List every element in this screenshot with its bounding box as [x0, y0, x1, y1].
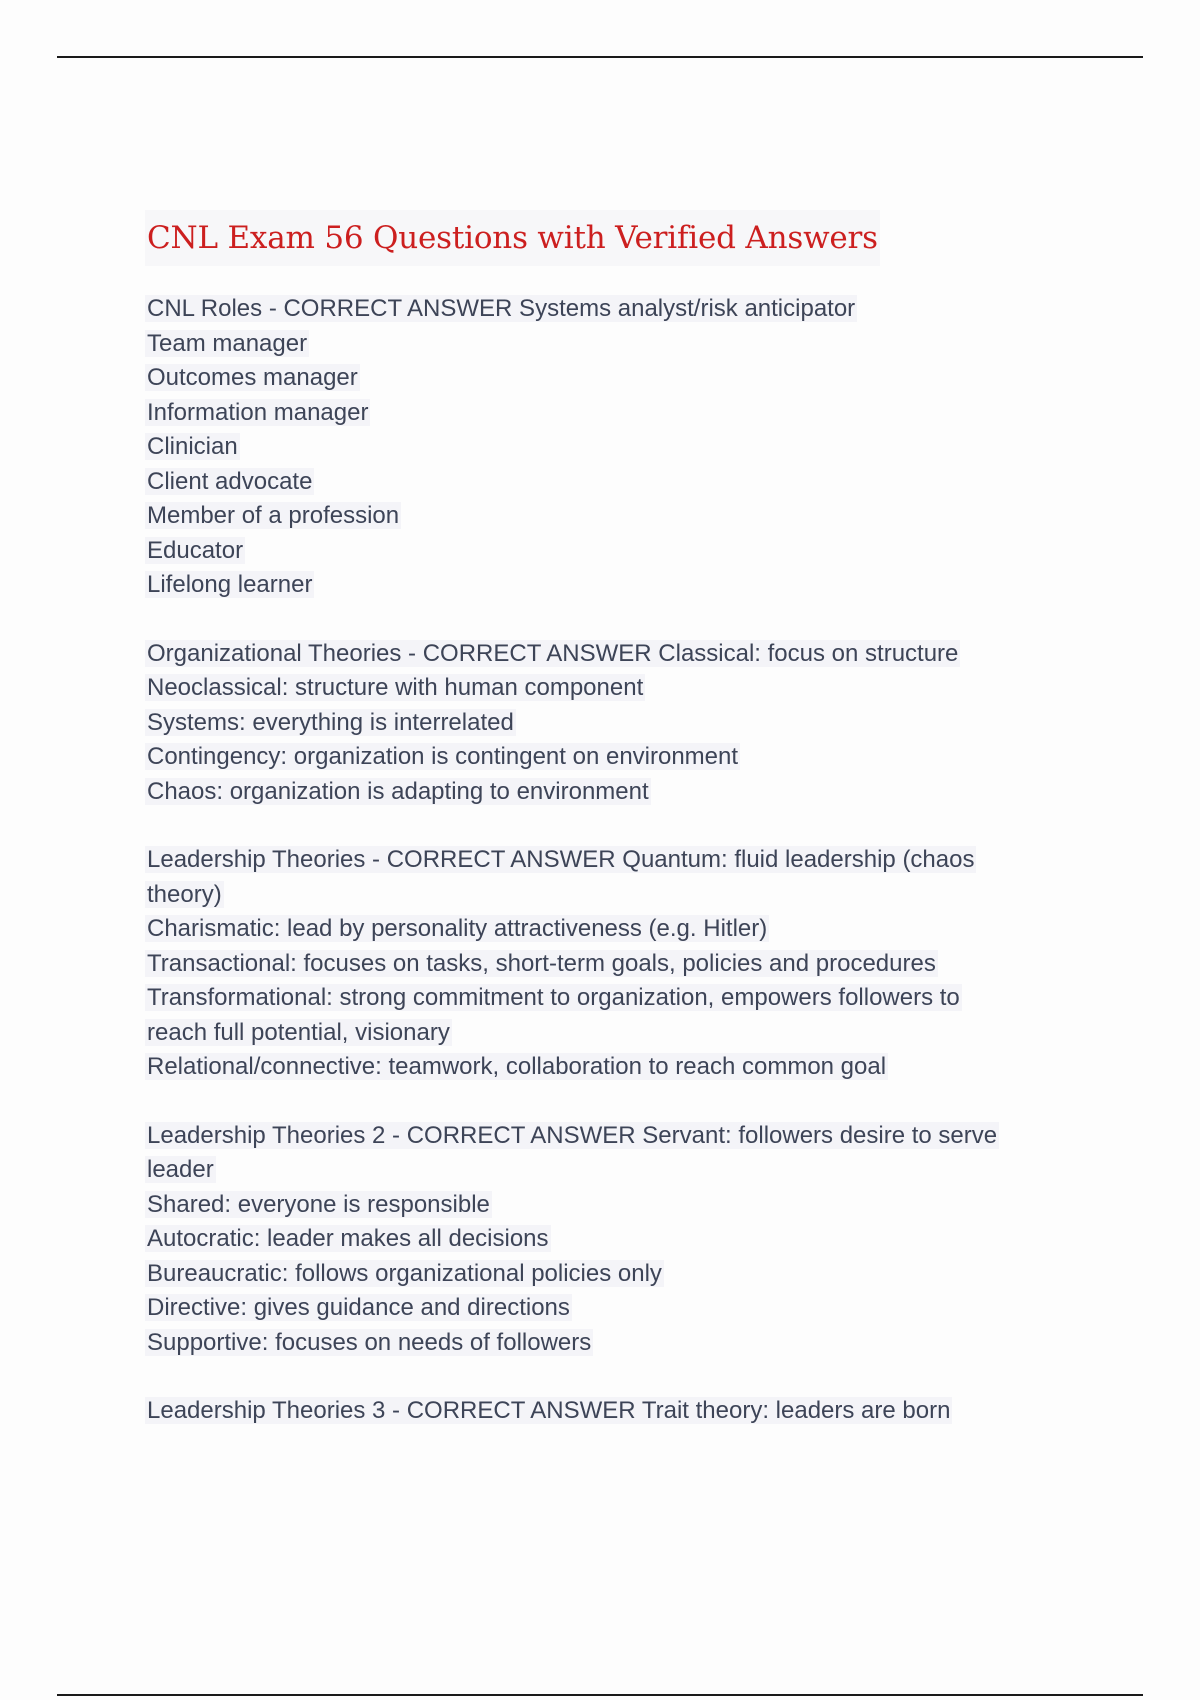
text-line: Team manager — [147, 329, 308, 357]
text-line: Neoclassical: structure with human component — [147, 674, 644, 701]
text-line: Supportive: focuses on needs of followers — [147, 1328, 592, 1356]
text-line: Lifelong learner — [147, 571, 313, 598]
text-line: reach full potential, visionary — [147, 1018, 450, 1046]
qa-entry — [145, 1394, 1075, 1429]
text-line: Transactional: focuses on tasks, short-term goals, policies and procedures — [147, 949, 936, 977]
text-line: Clinician — [147, 433, 238, 460]
text-line: CNL Roles - CORRECT ANSWER Systems analyst/risk anticipator — [147, 295, 856, 322]
text-line: Organizational Theories - CORRECT ANSWER Classical: focus on structure — [147, 639, 959, 667]
text-line: Member of a profession — [147, 502, 400, 529]
text-line: Client advocate — [147, 467, 313, 495]
text-line: theory) — [147, 880, 222, 908]
header-rule — [57, 56, 1143, 58]
footer-rule — [57, 1694, 1143, 1696]
text-line: Charismatic: lead by personality attractiveness (e.g. Hitler) — [147, 915, 768, 942]
text-line: Leadership Theories - CORRECT ANSWER Quantum: fluid leadership (chaos — [147, 846, 975, 873]
text-line: Shared: everyone is responsible — [147, 1190, 490, 1218]
text-line: leader — [147, 1156, 214, 1183]
text-line: Outcomes manager — [147, 364, 358, 391]
text-line: Directive: gives guidance and directions — [147, 1294, 570, 1321]
text-line: Educator — [147, 536, 244, 564]
document-title: CNL Exam 56 Questions with Verified Answers — [145, 210, 880, 266]
text-line: Relational/connective: teamwork, collaboration to reach common goal — [147, 1053, 887, 1080]
qa-entry — [145, 1119, 1075, 1361]
text-line: Leadership Theories 3 - CORRECT ANSWER Trait theory: leaders are born — [147, 1397, 951, 1424]
qa-entry — [145, 637, 1075, 810]
text-line: Bureaucratic: follows organizational policies only — [147, 1259, 662, 1287]
text-line: Leadership Theories 2 - CORRECT ANSWER Servant: followers desire to serve — [147, 1121, 998, 1149]
qa-entry — [145, 292, 1075, 603]
text-line: Transformational: strong commitment to organization, empowers followers to — [147, 984, 960, 1011]
document-body — [145, 210, 1075, 1463]
text-line: Contingency: organization is contingent on environment — [147, 743, 739, 770]
text-line: Systems: everything is interrelated — [147, 708, 514, 736]
qa-entry — [145, 843, 1075, 1085]
text-line: Autocratic: leader makes all decisions — [147, 1225, 549, 1252]
text-line: Information manager — [147, 398, 369, 426]
text-line: Chaos: organization is adapting to environment — [147, 777, 649, 805]
